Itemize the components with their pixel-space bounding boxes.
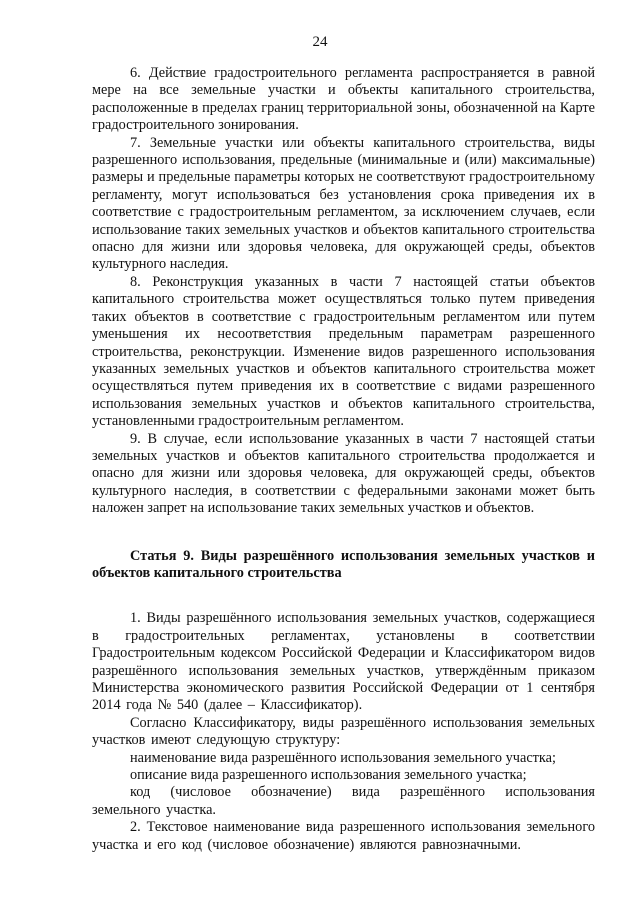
structure-item-code: код (числовое обозначение) вида разрешённого использования земельного участка. <box>92 784 595 818</box>
structure-item-name: наименование вида разрешённого использования земельного участка; <box>130 749 556 766</box>
paragraph-9: 9. В случае, если использование указанных в части 7 настоящей статьи земельных участков и объектов капитального строительства продолжается и опасно для жизни или здоровья человека, для окружающей среды, объектов культурного наследия, в соответствии с федеральными законами может быть наложен запрет на использование таких земельных участков и объектов. <box>92 430 595 517</box>
paragraph-6: 6. Действие градостроительного регламента распространяется в равной мере на все земельные участки и объекты капитального строительства, расположенные в пределах границ территориальной зоны, обозначенной на Карте градостроительного зонирования. <box>92 65 595 134</box>
paragraph-7: 7. Земельные участки или объекты капитального строительства, виды разрешенного использования, предельные (минимальные и (или) максимальные) размеры и предельные параметры которых не соответствуют градостроительному регламенту, могут использоваться без установления срока приведения их в соответствие с градостроительным регламентом, за исключением случаев, если использование таких земельных участков и объектов капитального строительства опасно для жизни или здоровья человека, для окружающей среды, объектов культурного наследия. <box>92 134 595 273</box>
article-9-paragraph-2: 2. Текстовое наименование вида разрешенного использования земельного участка и его код (числовое обозначение) являются равнозначными. <box>92 819 595 853</box>
page-number: 24 <box>312 34 328 50</box>
article-9-paragraph-1: 1. Виды разрешённого использования земельных участков, содержащиеся в градостроительных регламентах, установлены в соответствии Градостроительным кодексом Российской Федерации и Классификатором видов разрешённого использования земельных участков, утверждённым приказом Министерства экономического развития Российской Федерации от 1 сентября 2014 года № 540 (далее – Классификатор). <box>92 610 595 714</box>
structure-item-description: описание вида разрешенного использования земельного участка; <box>130 767 527 784</box>
paragraph-8: 8. Реконструкция указанных в части 7 настоящей статьи объектов капитального строительства может осуществляться только путем приведения таких объектов в соответствие с градостроительным регламентом или путем уменьшения их несоответствия предельным параметрам разрешенного строительства, реконструкции. Изменение видов разрешенного использования указанных земельных участков и объектов капитального строительства может осуществляться путем приведения их в соответствие с видами разрешенного использования земельных участков и объектов капитального строительства, установленными градостроительным регламентом. <box>92 273 595 430</box>
classifier-structure-intro: Согласно Классификатору, виды разрешённого использования земельных участков имеют следующую структуру: <box>92 714 595 749</box>
document-body <box>92 65 595 854</box>
article-9-heading: Статья 9. Виды разрешённого использования земельных участков и объектов капитального строительства <box>92 547 595 581</box>
